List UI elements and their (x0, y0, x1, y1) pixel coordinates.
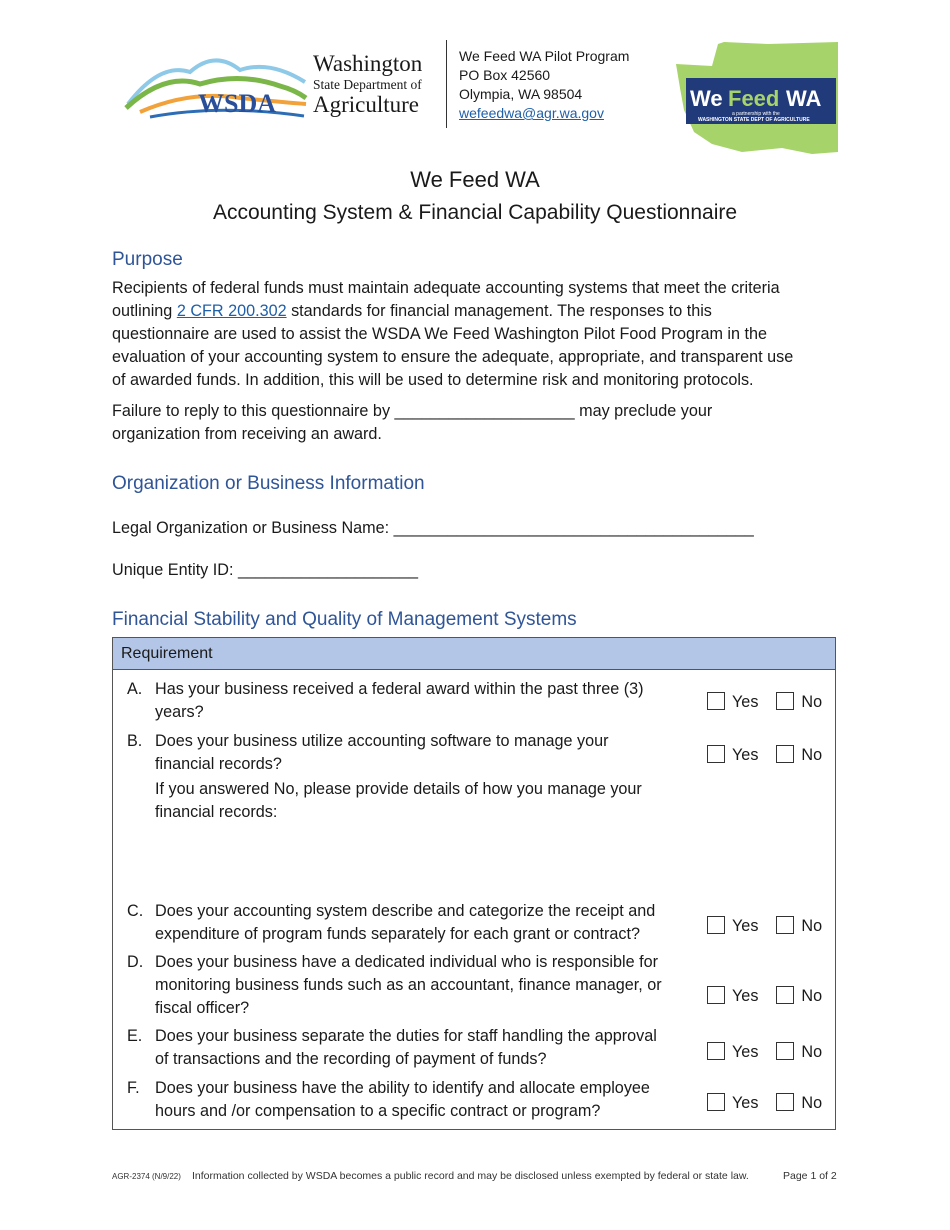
yes-label: Yes (732, 1094, 759, 1112)
item-letter: B. (127, 732, 143, 750)
no-label: No (801, 746, 823, 764)
question-a (155, 678, 700, 724)
requirements-table (112, 637, 836, 1130)
question-line: Does your business have the ability to identify and allocate employee (155, 1079, 650, 1097)
org-info-heading: Organization or Business Information (112, 473, 425, 494)
answer-b (707, 745, 822, 765)
no-label: No (801, 917, 823, 935)
item-letter: D. (127, 953, 144, 971)
doc-subtitle: Accounting System & Financial Capability Questionnaire (212, 201, 738, 224)
purpose-text: outlining (112, 302, 177, 320)
yes-checkbox[interactable] (707, 916, 725, 934)
wsda-name (313, 52, 422, 116)
followup-line: financial records: (155, 803, 278, 821)
question-e (155, 1025, 700, 1071)
public-record-notice: Information collected by WSDA becomes a public record and may be disclosed unless exempted by federal or state law. (192, 1170, 749, 1182)
failure-line: organization from receiving an award. (112, 425, 382, 443)
no-checkbox[interactable] (776, 692, 794, 710)
legal-name-field[interactable]: Legal Organization or Business Name: ________________________________________ (112, 519, 754, 537)
answer-a (707, 692, 822, 712)
purpose-text: standards for financial management. The responses to this (286, 302, 712, 320)
question-line: Has your business received a federal award within the past three (3) (155, 680, 644, 698)
yes-label: Yes (732, 987, 759, 1005)
yes-label: Yes (732, 917, 759, 935)
item-letter: A. (127, 680, 143, 698)
yes-checkbox[interactable] (707, 692, 725, 710)
no-label: No (801, 693, 823, 711)
followup-line: If you answered No, please provide details of how you manage your (155, 780, 642, 798)
address-line1: We Feed WA Pilot Program (459, 48, 630, 64)
purpose-line (112, 300, 842, 323)
yes-label: Yes (732, 1043, 759, 1061)
form-id: AGR-2374 (N/9/22) (112, 1172, 181, 1181)
wsda-name-line3: Agriculture (313, 91, 420, 117)
table-header: Requirement (113, 638, 835, 670)
wefeed-feed: Feed (728, 86, 780, 111)
failure-paragraph (112, 400, 842, 446)
question-line: fiscal officer? (155, 999, 250, 1017)
question-f (155, 1077, 700, 1123)
item-letter: E. (127, 1027, 143, 1045)
wefeed-tagline2: WASHINGTON STATE DEPT OF AGRICULTURE (698, 117, 810, 123)
purpose-line: of awarded funds. In addition, this will be used to determine risk and monitoring protocols. (112, 371, 754, 389)
address-line3: Olympia, WA 98504 (459, 86, 583, 102)
header-divider (446, 40, 447, 128)
no-label: No (801, 1043, 823, 1061)
question-line: monitoring business funds such as an accountant, finance manager, or (155, 976, 662, 994)
page-number: Page 1 of 2 (783, 1170, 837, 1182)
answer-e (707, 1042, 822, 1062)
cfr-link[interactable]: 2 CFR 200.302 (176, 302, 287, 320)
email-link[interactable]: wefeedwa@agr.wa.gov (459, 105, 604, 121)
followup-answer-area[interactable] (155, 828, 700, 896)
yes-label: Yes (732, 693, 759, 711)
no-checkbox[interactable] (776, 1093, 794, 1111)
purpose-heading: Purpose (112, 249, 183, 270)
no-checkbox[interactable] (776, 916, 794, 934)
question-b-followup (155, 778, 700, 824)
question-line: Does your business have a dedicated individual who is responsible for (155, 953, 659, 971)
purpose-line: Recipients of federal funds must maintain adequate accounting systems that meet the criteria (112, 279, 780, 297)
entity-id-field[interactable]: Unique Entity ID: ____________________ (112, 561, 419, 579)
question-line: Does your accounting system describe and categorize the receipt and (155, 902, 656, 920)
yes-label: Yes (732, 746, 759, 764)
question-line: expenditure of program funds separately for each grant or contract? (155, 925, 641, 943)
question-line: of transactions and the recording of payment of funds? (155, 1050, 547, 1068)
answer-c (707, 916, 822, 936)
wefeed-we: We (690, 86, 723, 111)
no-label: No (801, 987, 823, 1005)
wefeed-tagline1: a partnership with the (732, 111, 780, 117)
wsda-name-line2: State Department of (313, 77, 422, 92)
yes-checkbox[interactable] (707, 986, 725, 1004)
program-address (459, 47, 629, 123)
purpose-paragraph (112, 277, 842, 392)
yes-checkbox[interactable] (707, 745, 725, 763)
wsda-abbrev: WSDA (198, 89, 277, 118)
answer-d (707, 986, 822, 1006)
yes-checkbox[interactable] (707, 1042, 725, 1060)
purpose-line: questionnaire are used to assist the WSDA We Feed Washington Pilot Food Program in the (112, 325, 768, 343)
no-checkbox[interactable] (776, 1042, 794, 1060)
financial-heading: Financial Stability and Quality of Management Systems (112, 609, 577, 630)
wefeedwa-logo (672, 40, 840, 158)
question-c (155, 900, 700, 946)
failure-line: Failure to reply to this questionnaire by ____________________ may preclude your (112, 402, 713, 420)
wsda-name-line1: Washington (313, 51, 423, 76)
question-b (155, 730, 700, 776)
no-checkbox[interactable] (776, 986, 794, 1004)
doc-title: We Feed WA (410, 167, 540, 192)
item-letter: F. (127, 1079, 140, 1097)
question-line: Does your business utilize accounting software to manage your (155, 732, 609, 750)
wsda-logo (120, 42, 310, 120)
no-checkbox[interactable] (776, 745, 794, 763)
address-line2: PO Box 42560 (459, 67, 551, 83)
answer-f (707, 1093, 822, 1113)
wefeed-wa: WA (786, 86, 822, 111)
yes-checkbox[interactable] (707, 1093, 725, 1111)
question-line: financial records? (155, 755, 282, 773)
question-d (155, 951, 700, 1020)
question-line: Does your business separate the duties for staff handling the approval (155, 1027, 657, 1045)
question-line: hours and /or compensation to a specific contract or program? (155, 1102, 601, 1120)
no-label: No (801, 1094, 823, 1112)
item-letter: C. (127, 902, 144, 920)
purpose-line: evaluation of your accounting system to ensure the adequate, appropriate, and transparent use (112, 348, 794, 366)
question-line: years? (155, 703, 204, 721)
